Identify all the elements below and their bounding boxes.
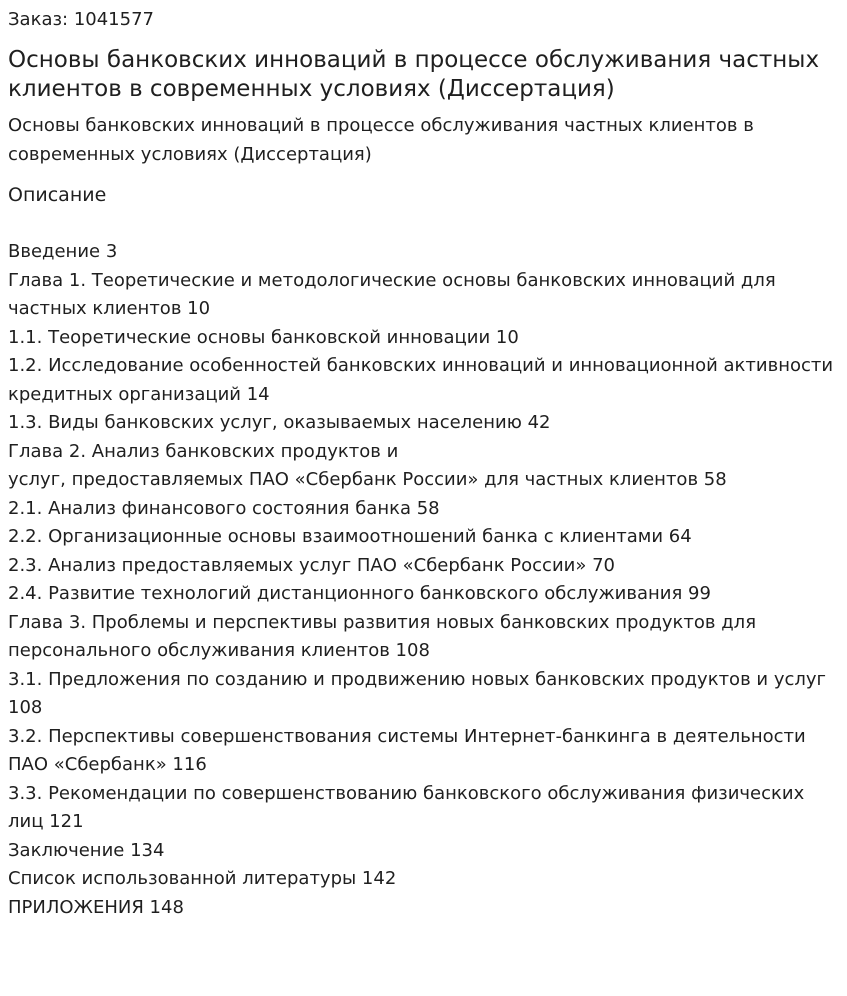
toc-item: 1.3. Виды банковских услуг, оказываемых населению 42 — [8, 412, 551, 433]
toc-item: Введение 3 — [8, 241, 118, 262]
toc-item: 2.4. Развитие технологий дистанционного банковского обслуживания 99 — [8, 583, 711, 604]
toc-item: Заключение 134 — [8, 839, 165, 861]
document-title: Основы банковских инноваций в процессе обслуживания частных клиентов в современных условиях (Диссертация) — [8, 47, 820, 102]
toc-item: 3.1. Предложения по созданию и продвижению новых банковских продуктов и услуг 108 — [8, 668, 826, 718]
toc-item: 2.2. Организационные основы взаимоотношений банка с клиентами 64 — [8, 526, 692, 547]
order-number: Заказ: 1041577 — [8, 9, 154, 30]
document-subtitle: Основы банковских инноваций в процессе обслуживания частных клиентов в современных условиях (Диссертация) — [8, 115, 754, 165]
toc-item: услуг, предоставляемых ПАО «Сбербанк России» для частных клиентов 58 — [8, 469, 727, 490]
description-heading: Описание — [8, 184, 107, 206]
toc-item: 3.3. Рекомендации по совершенствованию банковского обслуживания физических лиц 121 — [8, 782, 805, 832]
toc-item: 1.1. Теоретические основы банковской инновации 10 — [8, 326, 519, 348]
table-of-contents — [8, 238, 838, 922]
toc-item: 3.2. Перспективы совершенствования системы Интернет-банкинга в деятельности ПАО «Сбербанк» 116 — [8, 725, 806, 775]
toc-item: Глава 3. Проблемы и перспективы развития новых банковских продуктов для персонального обслуживания клиентов 108 — [8, 611, 757, 661]
toc-item: 2.3. Анализ предоставляемых услуг ПАО «Сбербанк России» 70 — [8, 554, 615, 576]
toc-item: ПРИЛОЖЕНИЯ 148 — [8, 896, 184, 918]
toc-item: 1.2. Исследование особенностей банковских инноваций и инновационной активности кредитных организаций 14 — [8, 355, 834, 405]
toc-item: Список использованной литературы 142 — [8, 868, 397, 889]
toc-item: Глава 1. Теоретические и методологические основы банковских инноваций для частных клиентов 10 — [8, 269, 776, 319]
toc-item: Глава 2. Анализ банковских продуктов и — [8, 440, 399, 462]
toc-item: 2.1. Анализ финансового состояния банка 58 — [8, 497, 440, 519]
